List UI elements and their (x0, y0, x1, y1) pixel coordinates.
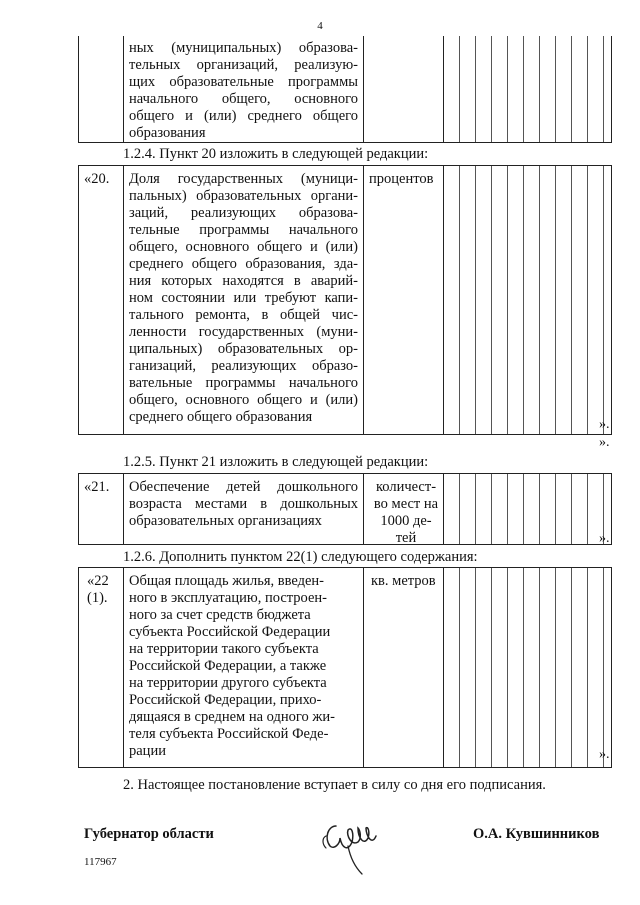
indicator-table-continued (78, 36, 612, 143)
text-line: количест- (375, 479, 437, 495)
text-line: субъекта Российской Федерации (129, 624, 331, 640)
page-number: 4 (317, 20, 323, 32)
signatory-name: О.А. Кувшинников (473, 826, 600, 842)
text-line: тельные программы начального (129, 222, 358, 238)
amendment-1-2-5: 1.2.5. Пункт 21 изложить в следующей редакции: (123, 454, 429, 470)
text-line: 1000 де- (380, 513, 432, 529)
text-line: ния которых находятся в аварий- (129, 273, 358, 289)
text-line: среднего общего образования, зда- (129, 256, 358, 272)
text-line: Российской Федерации, прихо- (129, 692, 322, 708)
text-line: рации (129, 743, 166, 759)
text-line: общего и (или) среднего общего (129, 108, 358, 124)
text-line: (1). (87, 590, 108, 606)
text-line: во мест на (373, 496, 439, 512)
text-line: ленности государственных (муни- (129, 324, 358, 340)
text-line: тального ремонта, в общей чис- (129, 307, 358, 323)
item-number: «21. (84, 479, 110, 495)
text-line: ного в эксплуатацию, построен- (129, 590, 327, 606)
item-number (87, 573, 109, 607)
text-line: дящаяся в среднем на одного жи- (129, 709, 335, 725)
unit-cell (369, 479, 443, 547)
paragraph-2: 2. Настоящее постановление вступает в силу со дня его подписания. (123, 777, 546, 793)
text-line: образования (129, 125, 206, 141)
text-line: теля субъекта Российской Феде- (129, 726, 329, 742)
text-line: возраста местами в дошкольных (129, 496, 358, 512)
text-line: тей (395, 530, 417, 546)
indicator-name-cell (129, 171, 358, 426)
text-line: общего, основного общего и (или) (129, 392, 358, 408)
unit-cell: процентов (369, 171, 434, 187)
text-line: на территории другого субъекта (129, 675, 327, 691)
indicator-name-cell (129, 40, 358, 142)
text-line: щих образовательные программы (129, 74, 358, 90)
indicator-name-cell (129, 479, 358, 530)
closing-quote: ». (599, 747, 610, 762)
text-line: начального общего, основного (129, 91, 358, 107)
handwritten-signature (318, 812, 388, 878)
amendment-1-2-4: 1.2.4. Пункт 20 изложить в следующей редакции: (123, 146, 429, 162)
text-line: вательные программы начального (129, 375, 358, 391)
text-line: ном состоянии или требуют капи- (129, 290, 358, 306)
text-line: ганизаций, реализующих образо- (129, 358, 358, 374)
text-line: «22 (87, 573, 109, 589)
indicator-table-item-21 (78, 473, 612, 545)
text-line: Общая площадь жилья, введен- (129, 573, 325, 589)
closing-quote: ». (599, 531, 610, 546)
text-line: ных (муниципальных) образова- (129, 40, 358, 56)
text-line: заций, реализующих образова- (129, 205, 358, 221)
signatory-position: Губернатор области (84, 826, 214, 842)
indicator-name-cell (129, 573, 358, 760)
item-number: «20. (84, 171, 110, 187)
text-line: образовательных организациях (129, 513, 322, 529)
indicator-table-item-20 (78, 165, 612, 435)
unit-cell: кв. метров (371, 573, 436, 589)
text-line: Доля государственных (муници- (129, 171, 358, 187)
text-line: общего, основного общего и (или) (129, 239, 358, 255)
text-line: ципальных) образовательных ор- (129, 341, 358, 357)
closing-quote: ». (599, 417, 610, 432)
amendment-1-2-6: 1.2.6. Дополнить пунктом 22(1) следующего содержания: (123, 549, 478, 565)
closing-quote: ». (599, 435, 610, 450)
text-line: Обеспечение детей дошкольного (129, 479, 358, 495)
text-line: ного за счет средств бюджета (129, 607, 311, 623)
text-line: на территории такого субъекта (129, 641, 319, 657)
document-number: 117967 (84, 856, 117, 868)
text-line: тельных организаций, реализую- (129, 57, 358, 73)
text-line: Российской Федерации, а также (129, 658, 327, 674)
text-line: среднего общего образования (129, 409, 313, 425)
indicator-table-item-22-1 (78, 567, 612, 768)
text-line: пальных) образовательных органи- (129, 188, 358, 204)
